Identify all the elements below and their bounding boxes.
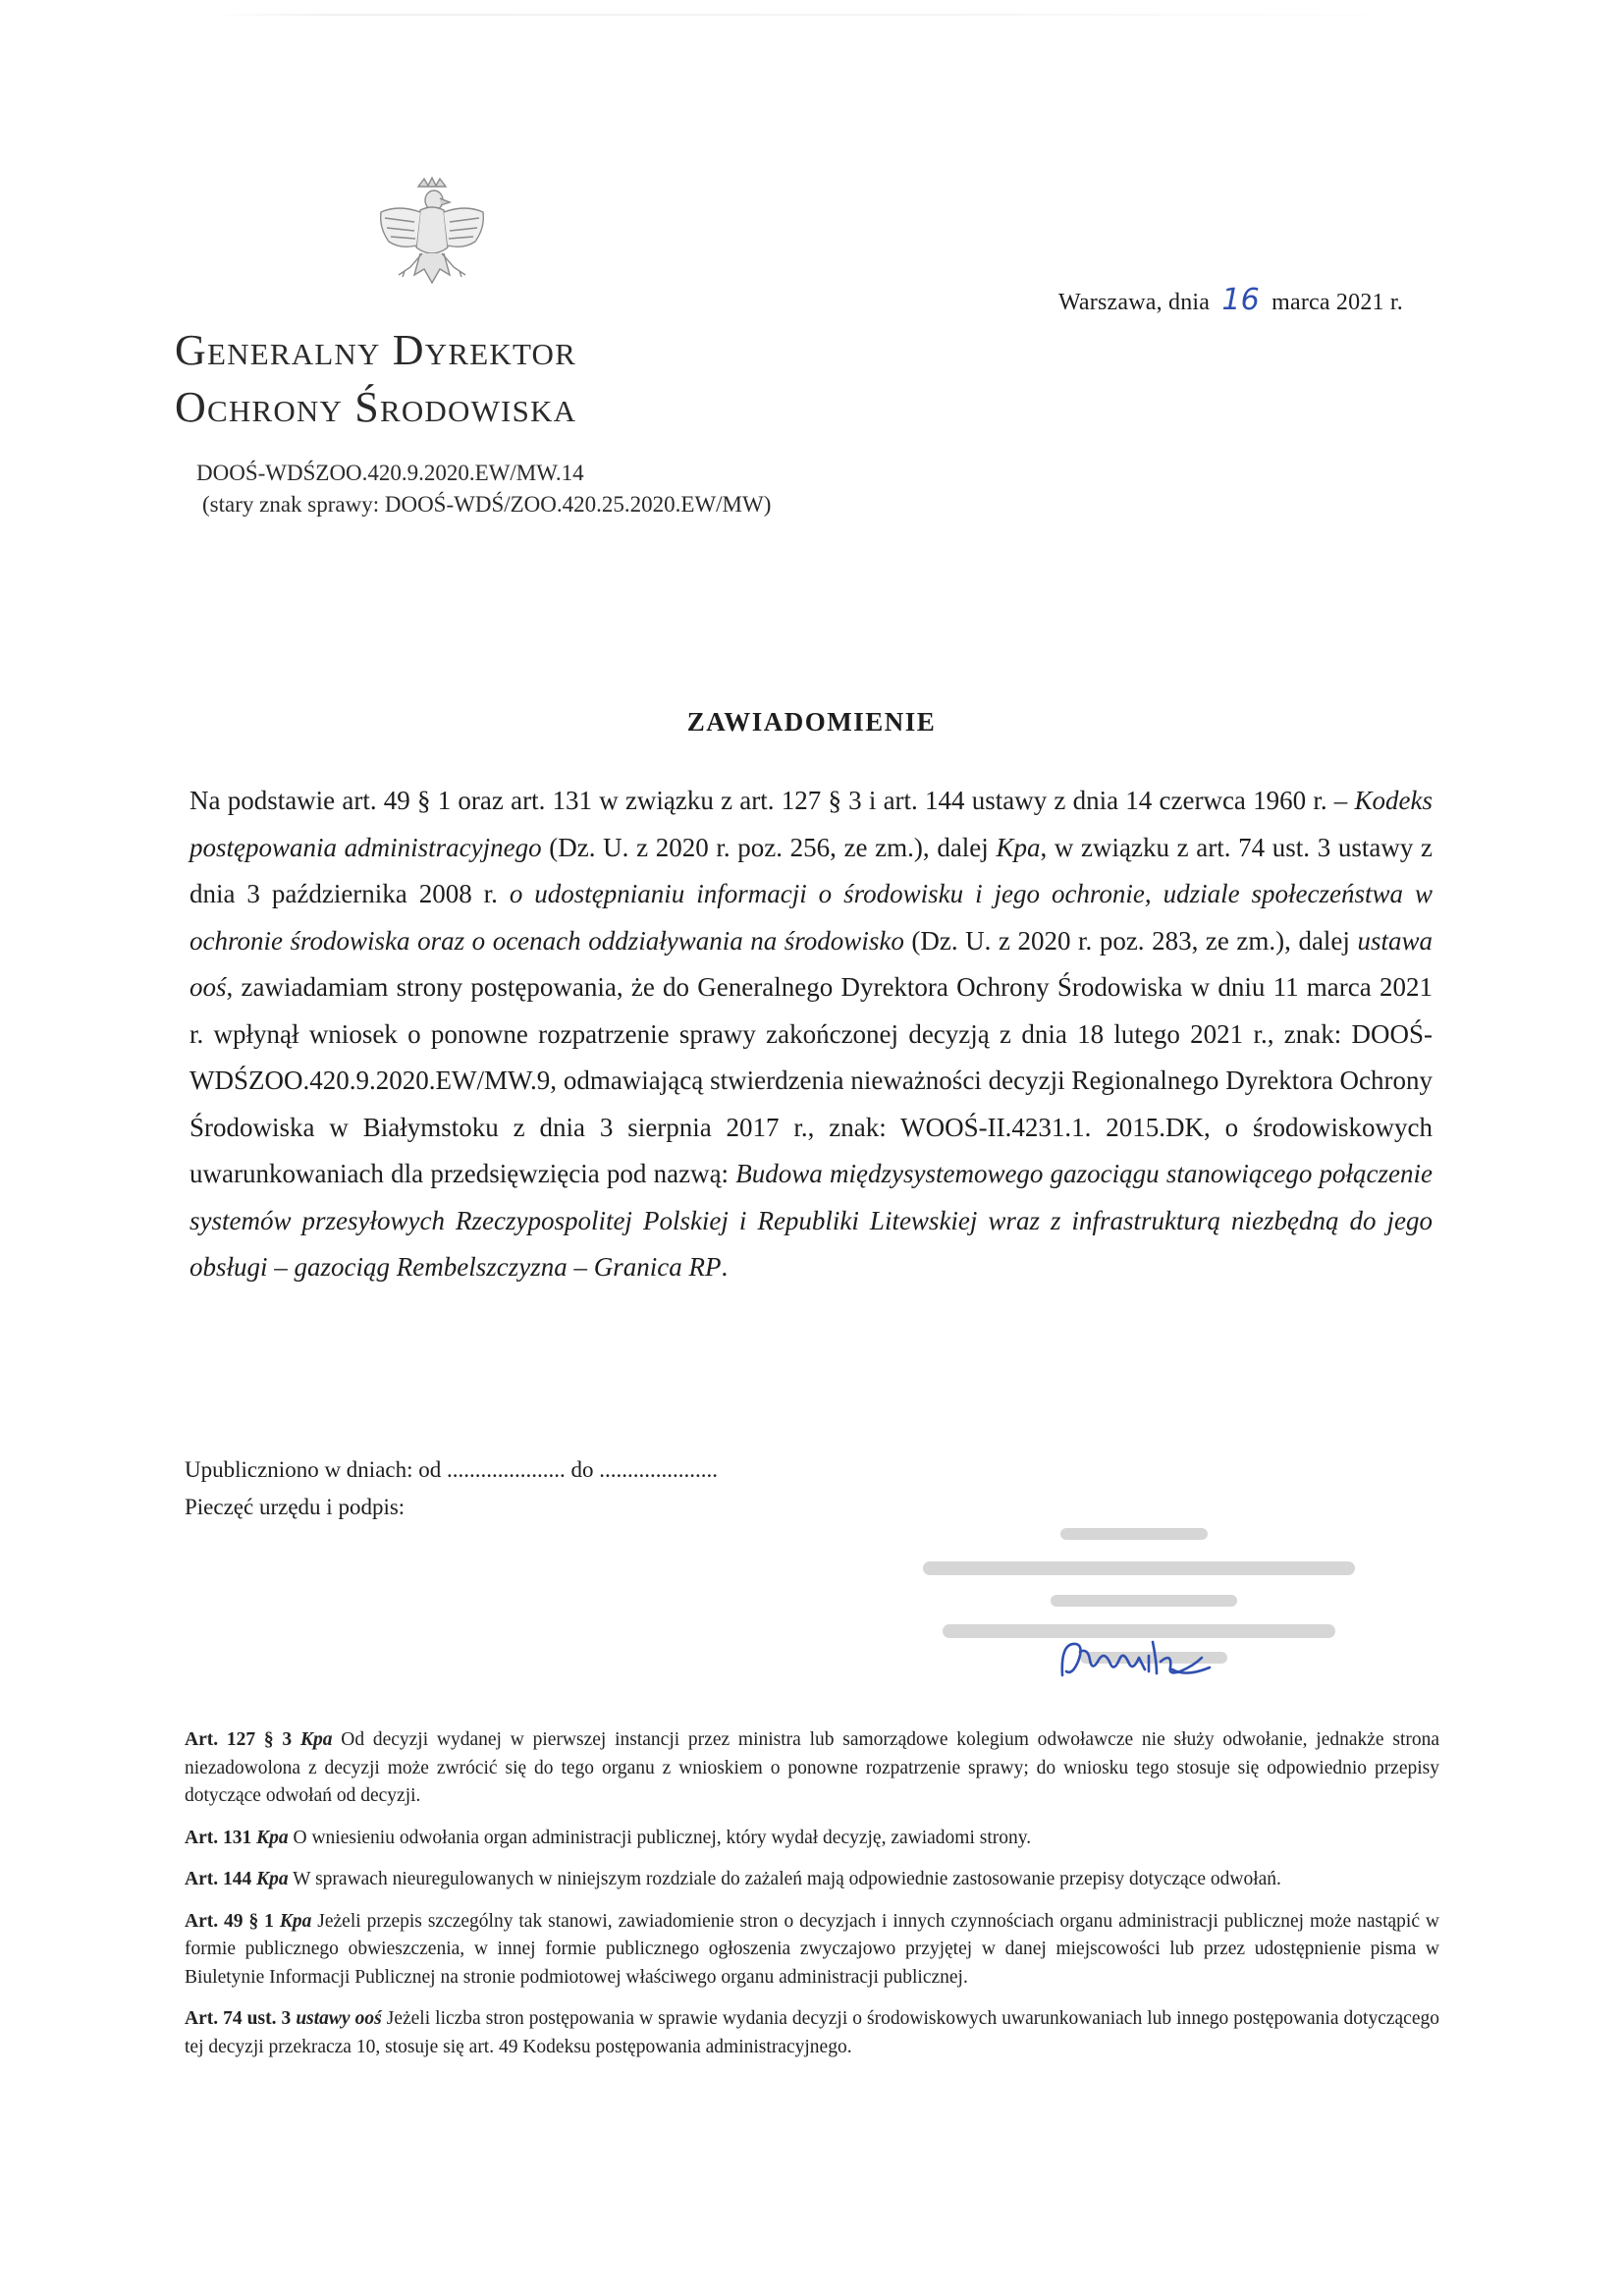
authority-line-2: Ochrony Środowiska [175,383,577,431]
footnote-head-italic: Kpa [256,1827,289,1848]
footnote-head-italic: ustawy ooś [296,2008,382,2029]
footnote-head: Art. 127 § 3 [185,1729,300,1750]
body-italic-ustawa-oos: ustawa ooś [189,925,1434,1002]
body-text-11: . [721,1252,729,1282]
handwritten-signature-icon [1055,1632,1221,1687]
footnote-head: Art. 144 [185,1869,257,1889]
body-text-9: , zawiadamiam strony postępowania, że do Generalnego Dyrektora Ochrony Środowiska w dniu 11 marca 2021 r. wpłynął wniosek o ponowne rozpatrzenie sprawy zakończonej decyzją z dnia 18 lutego 2021 r., znak: DOOŚ-WDŚZOO.420.9.2020.EW/MW.9, odmawiającą stwierdzenia nieważności decyzji Regionalnego Dyrektora Ochrony Środowiska w Białymstoku z dnia 3 sierpnia 2017 r., znak: WOOŚ-II.4231.1. 2015.DK, o środowiskowych uwarunkowaniach dla przedsięwzięcia pod nazwą: [189,972,1433,1188]
footnote-head-italic: Kpa [279,1910,312,1932]
body-italic-kpa-title: Kodeks postępowania administracyjnego [189,786,1433,862]
issuing-authority [175,322,576,436]
footnote-text: O wniesieniu odwołania organ administracji publicznej, który wydał decyzję, zawiadomi strony. [288,1827,1032,1848]
case-reference [196,458,771,520]
footnote-head-italic: Kpa [299,1729,333,1750]
notice-body [189,778,1433,1291]
handwritten-day: 16 [1221,283,1260,317]
footnote-art-144 [185,1866,1439,1894]
footnote-art-127 [185,1726,1439,1811]
stamp-signature-line: Pieczęć urzędu i podpis: [185,1495,406,1519]
footnote-text: W sprawach nieuregulowanych w niniejszym rozdziale do zażaleń mają odpowiednie zastosowanie przepisy dotyczące odwołań. [288,1869,1281,1889]
body-text-5: , w związku z art. 74 ust. 3 ustawy z dnia 3 października 2008 r. [189,832,1433,908]
footnote-head: Art. 74 ust. 3 [185,2008,297,2029]
date-suffix: marca 2021 r. [1271,290,1403,315]
footnote-head-italic: Kpa [256,1869,289,1889]
footnote-head: Art. 131 [185,1827,257,1848]
publication-block [185,1451,718,1526]
old-case-number: (stary znak sprawy: DOOŚ-WDŚ/ZOO.420.25.2020.EW/MW) [202,492,772,517]
body-italic-project-name: Budowa międzysystemowego gazociągu stanowiącego połączenie systemów przesyłowych Rzeczypospolitej Polskiej i Republiki Litewskiej wraz z infrastrukturą niezbędną do jego obsługi – gazociąg Rembelszczyzna – Granica RP [189,1159,1433,1282]
authority-line-1: Generalny Dyrektor [175,326,577,374]
body-italic-act-title: o udostępnianiu informacji o środowisku i jego ochronie, udziale społeczeństwa w ochronie środowiska oraz o ocenach oddziaływania na środowisko [189,879,1433,956]
publication-dates-line: Upubliczniono w dniach: od ..................... do ..................... [185,1457,719,1482]
footnote-text: Jeżeli przepis szczególny tak stanowi, zawiadomienie stron o decyzjach i innych czynnościach organu administracji publicznej może nastąpić w formie publicznego obwieszczenia, w innej formie publicznego ogłoszenia zwyczajowo przyjętej w danej miejscowości lub przez udostępnienie pisma w Biuletynie Informacji Publicznej na stronie podmiotowej właściwego organu administracji publicznej. [185,1910,1439,1988]
date-prefix: Warszawa, dnia [1058,290,1211,315]
footnote-text: Od decyzji wydanej w pierwszej instancji przez ministra lub samorządowe kolegium odwoławcze nie służy odwołanie, jednakże strona niezadowolona z decyzji może zwrócić się do tego organu z wnioskiem o ponowne rozpatrzenie sprawy; do wniosku tego stosuje się odpowiednio przepisy dotyczące odwołań od decyzji. [185,1729,1440,1806]
document-title: ZAWIADOMIENIE [686,707,937,737]
body-text-1: Na podstawie art. 49 § 1 oraz art. 131 w związku z art. 127 § 3 i art. 144 ustawy z dnia 14 czerwca 1960 r. – [189,786,1355,815]
footnote-art-49 [185,1908,1439,1993]
notice-paragraph [189,778,1433,1291]
case-number: DOOŚ-WDŚZOO.420.9.2020.EW/MW.14 [196,461,584,485]
legal-footnotes [185,1726,1439,2075]
scan-artifact-line [211,14,1438,16]
body-text-7: (Dz. U. z 2020 r. poz. 283, ze zm.), dalej [903,925,1358,956]
footnote-art-74 [185,2005,1439,2061]
footnote-art-131 [185,1825,1439,1853]
footnote-head: Art. 49 § 1 [185,1910,280,1932]
body-text-3: (Dz. U. z 2020 r. poz. 256, ze zm.), dalej [541,832,997,862]
place-and-date [1058,283,1403,317]
body-italic-kpa: Kpa [996,832,1041,862]
polish-eagle-emblem-icon [371,177,493,301]
footnote-text: Jeżeli liczba stron postępowania w sprawie wydania decyzji o środowiskowych uwarunkowaniach lub innego postępowania dotyczącego tej decyzji przekracza 10, stosuje się art. 49 Kodeksu postępowania administracyjnego. [185,2008,1439,2057]
